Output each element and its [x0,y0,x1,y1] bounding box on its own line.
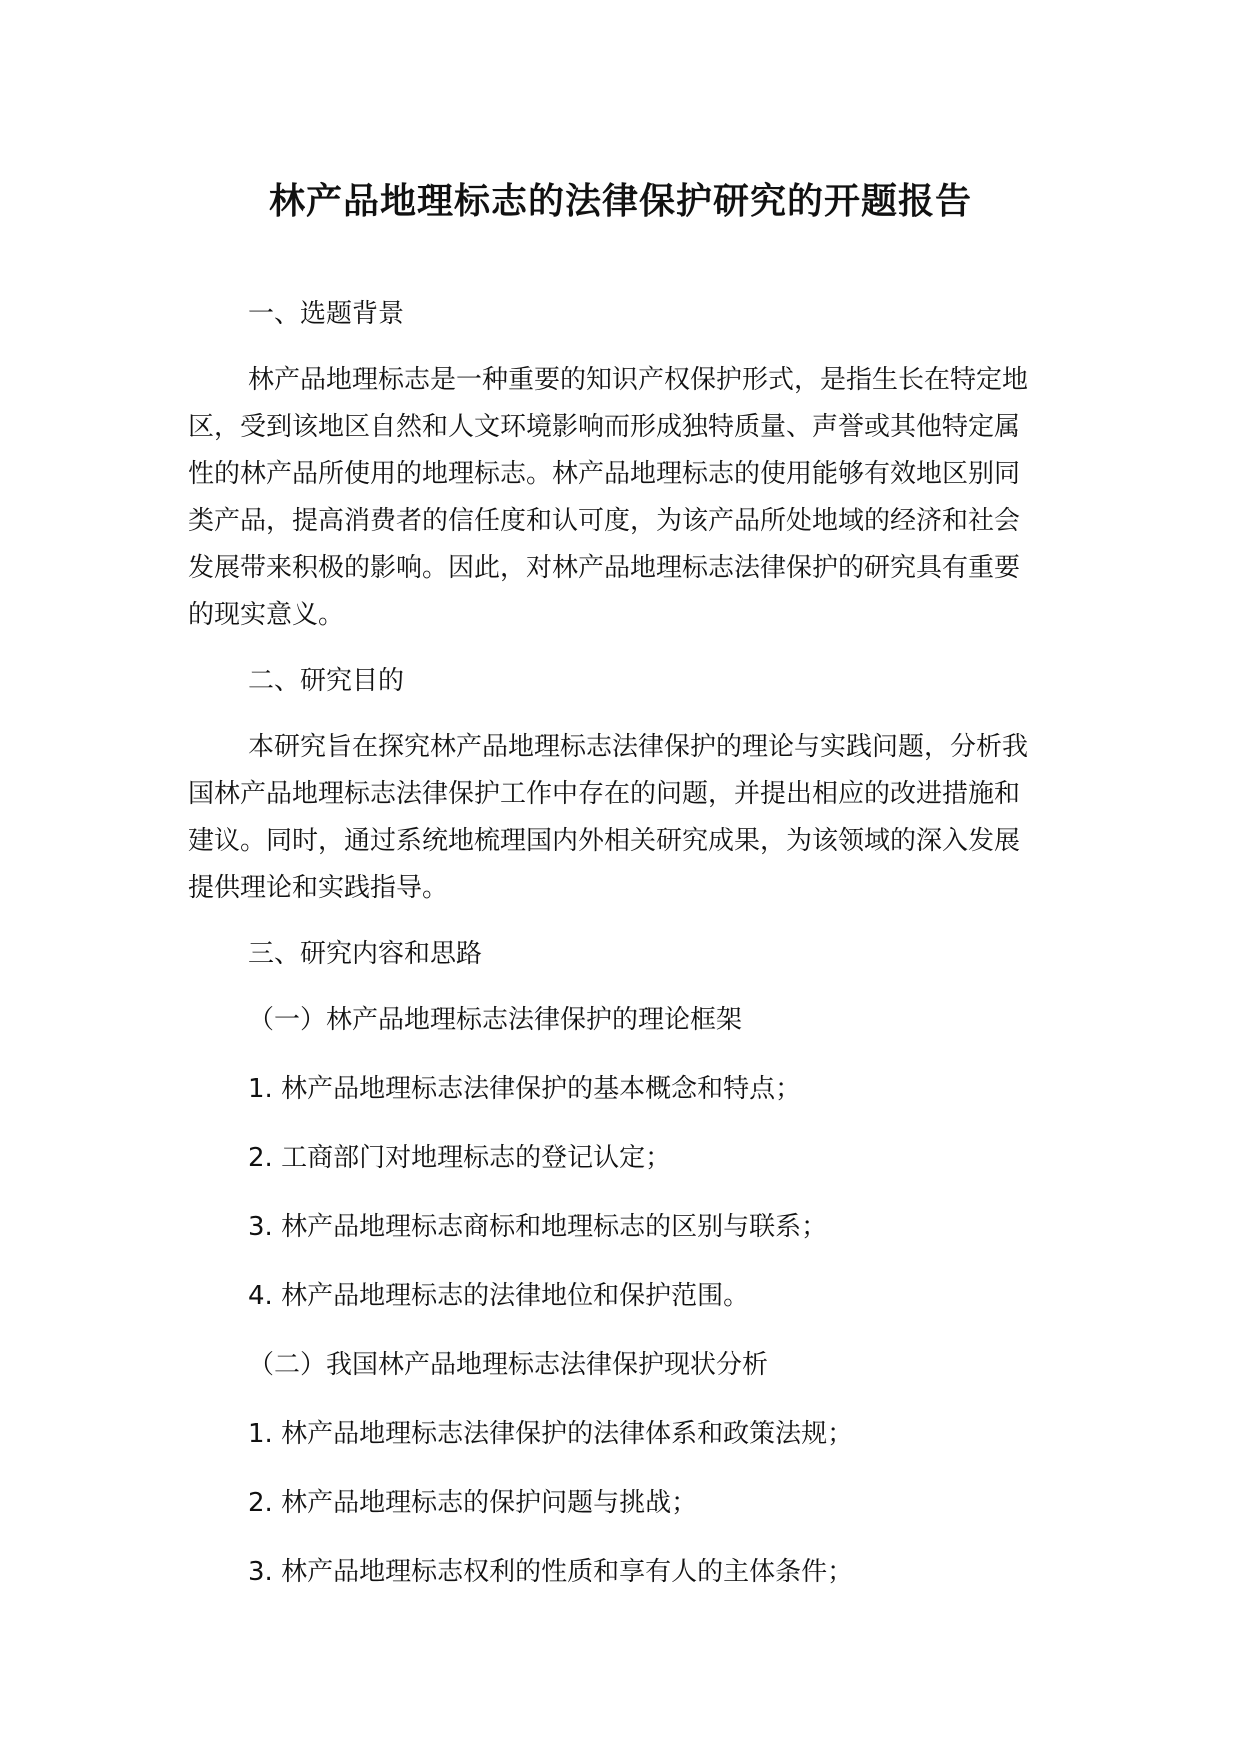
section-heading-purpose: 二、研究目的 [248,666,405,696]
paragraph-purpose: 本研究旨在探究林产品地理标志法律保护的理论与实践问题，分析我国林产品地理标志法律保护工作中存在的问题，并提出相应的改进措施和建议。同时，通过系统地梳理国内外相关研究成果，为该领域的深入发展提供理论和实践指导。 [188,732,1029,903]
list-item: 3. 林产品地理标志权利的性质和享有人的主体条件； [248,1557,854,1587]
document-title: 林产品地理标志的法律保护研究的开题报告 [268,181,972,222]
list-item: 2. 林产品地理标志的保护问题与挑战； [248,1488,698,1518]
subsection-heading-framework: （一）林产品地理标志法律保护的理论框架 [248,1005,743,1035]
document-body [188,291,1030,1596]
subsection-heading-status: （二）我国林产品地理标志法律保护现状分析 [248,1350,769,1380]
list-item: 3. 林产品地理标志商标和地理标志的区别与联系； [248,1212,828,1242]
list-item: 4. 林产品地理标志的法律地位和保护范围。 [248,1281,750,1311]
list-item: 1. 林产品地理标志法律保护的法律体系和政策法规； [248,1419,854,1449]
list-item: 2. 工商部门对地理标志的登记认定； [248,1143,672,1173]
section-heading-background: 一、选题背景 [248,299,405,329]
paragraph-background: 林产品地理标志是一种重要的知识产权保护形式，是指生长在特定地区，受到该地区自然和人文环境影响而形成独特质量、声誉或其他特定属性的林产品所使用的地理标志。林产品地理标志的使用能够有效地区别同类产品，提高消费者的信任度和认可度，为该产品所处地域的经济和社会发展带来积极的影响。因此，对林产品地理标志法律保护的研究具有重要的现实意义。 [188,365,1029,630]
list-item: 1. 林产品地理标志法律保护的基本概念和特点； [248,1074,802,1104]
section-heading-content: 三、研究内容和思路 [248,939,483,969]
